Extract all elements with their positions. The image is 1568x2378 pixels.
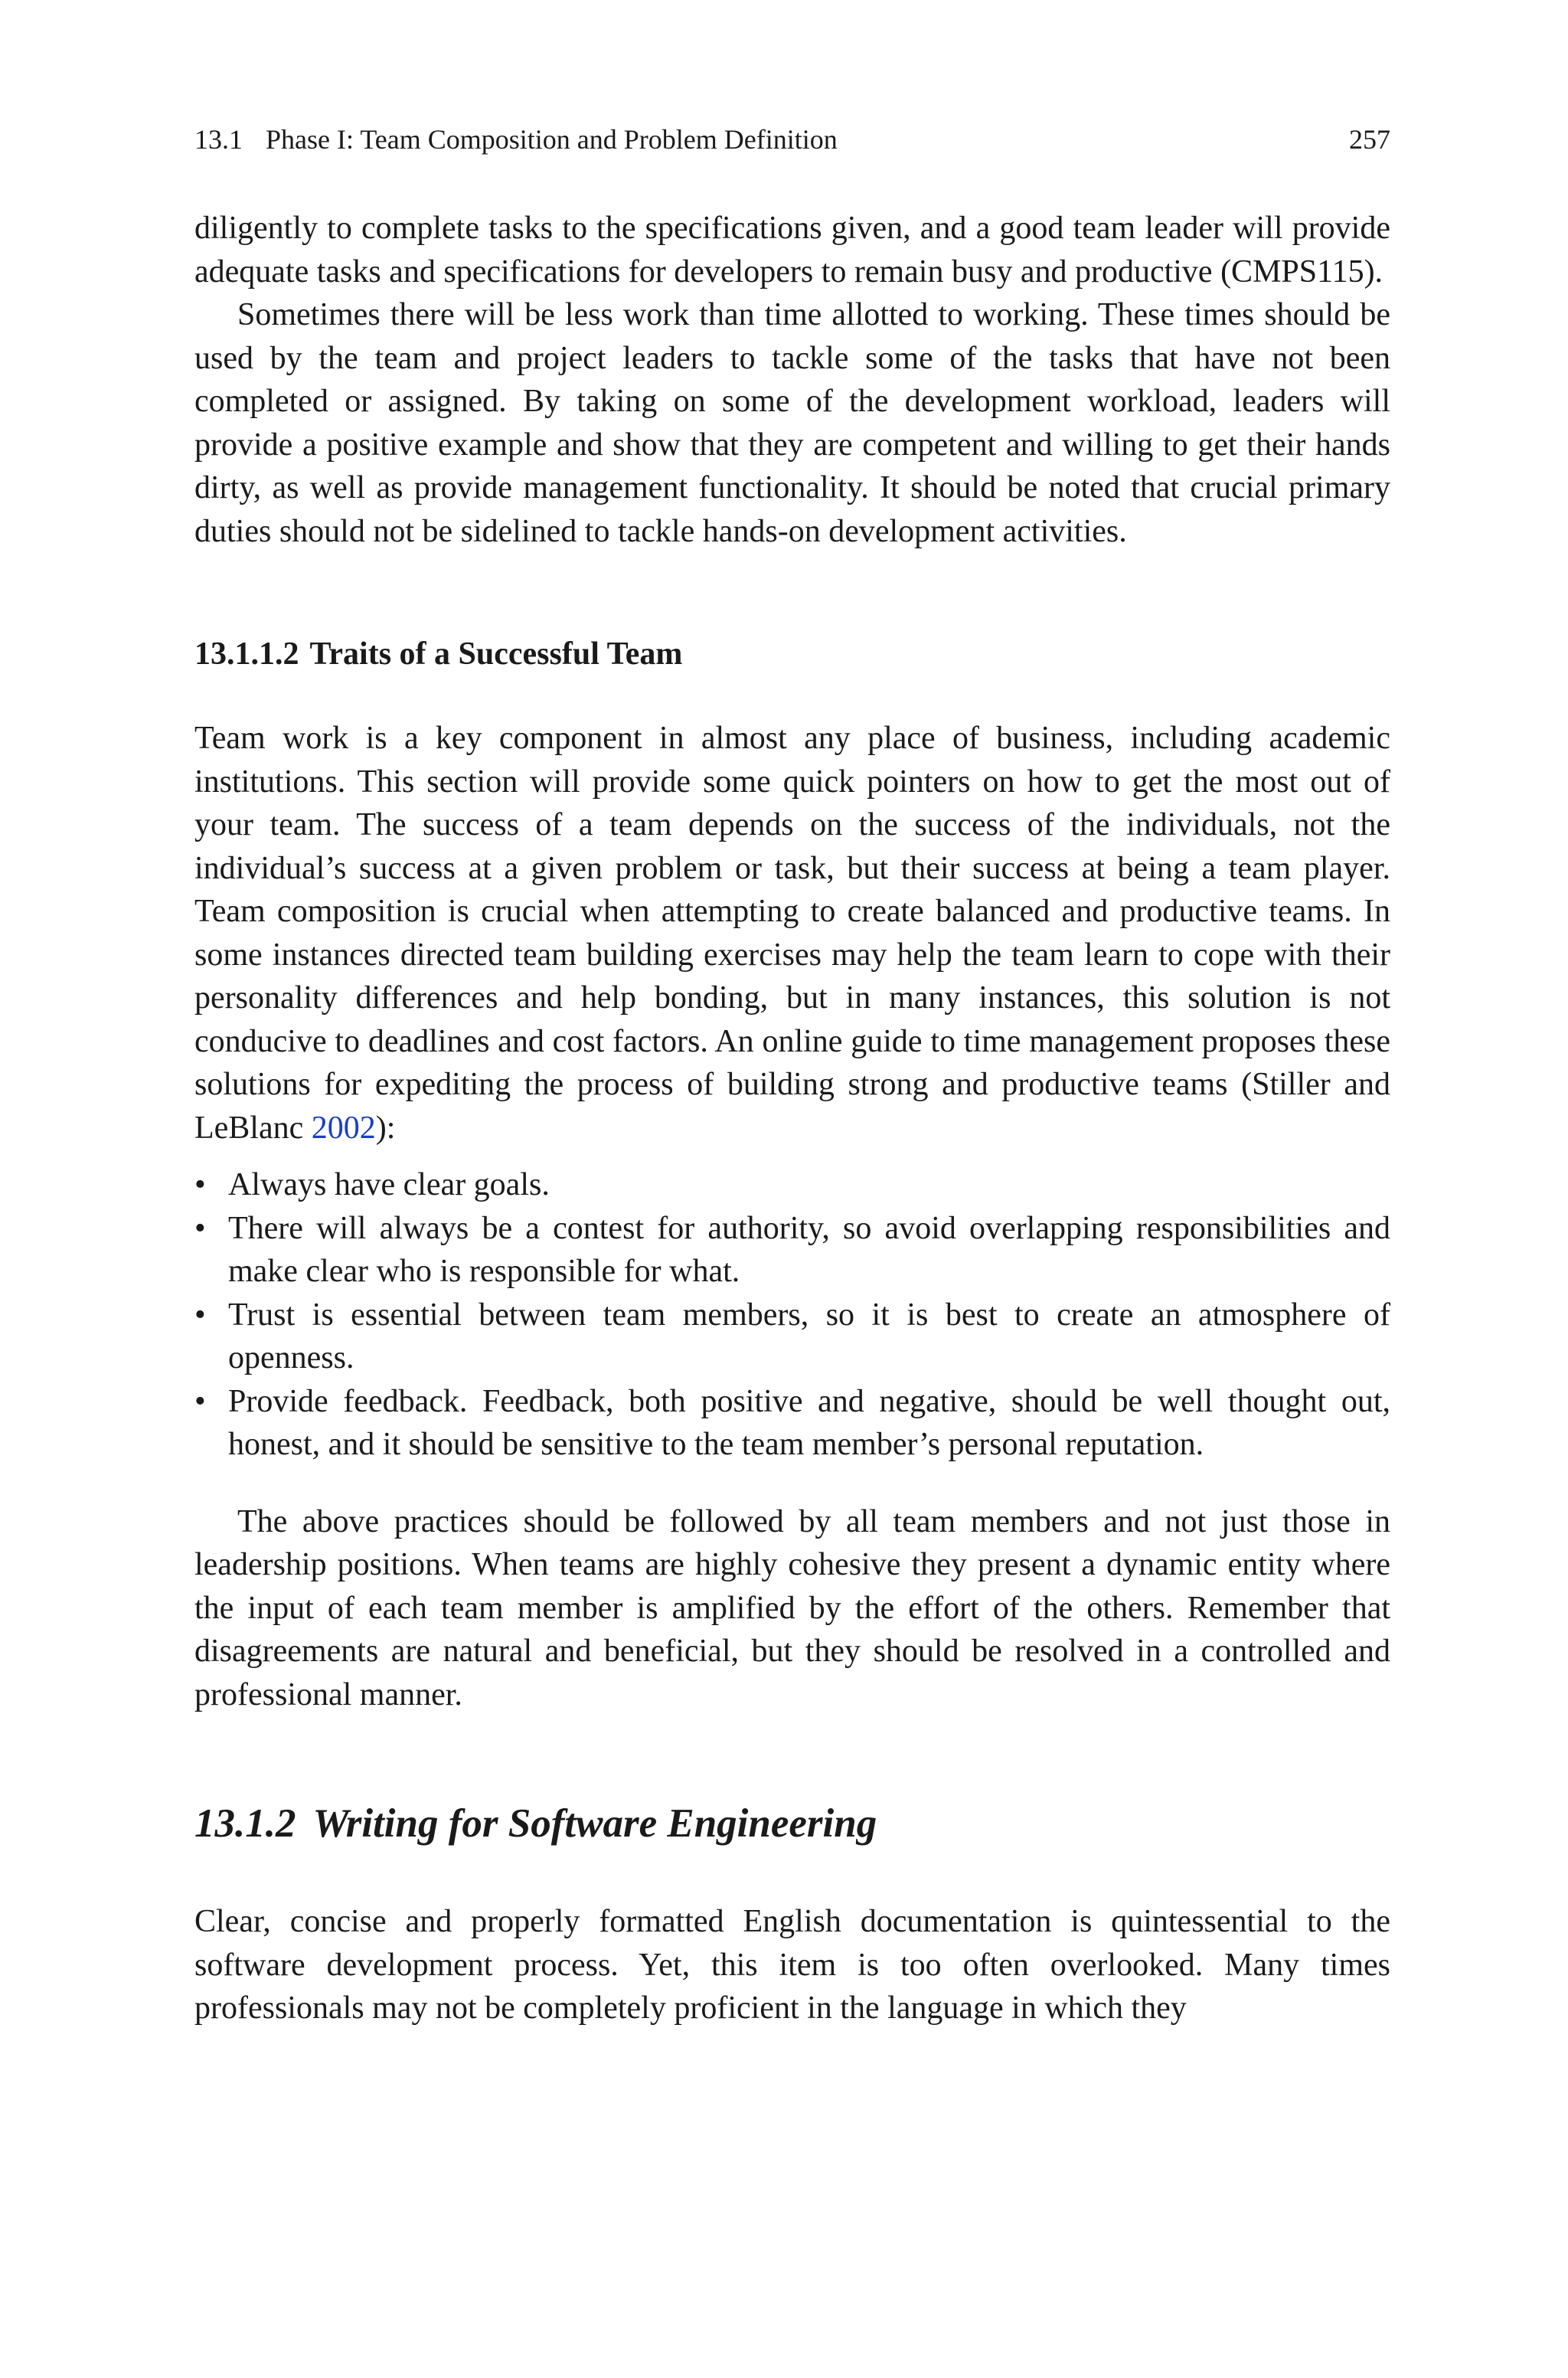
paragraph-practices: The above practices should be followed by all team members and not just those in leadership positions. When teams are highly cohesive they present a dynamic entity where the input of each team member is amplified by the effort of the others. Remember that disagreements are natural and beneficial, but they should be resolved in a controlled and professional manner. [194,1503,1390,1712]
list-item-text: Provide feedback. Feedback, both positive and negative, should be well thought out, honest, and it should be sensitive to the team member’s personal reputation. [228,1383,1390,1462]
bullet-icon: • [194,1210,206,1246]
list-item-text: Trust is essential between team members, so it is best to create an atmosphere of openness. [228,1297,1390,1375]
heading-title: Traits of a Successful Team [309,636,683,672]
running-head-section [194,123,838,156]
subsubsection-heading [194,633,1390,675]
paragraph-leaders: Sometimes there will be less work than time allotted to working. These times should be used by the team and project leaders to tackle some of the tasks that have not been completed or assigned. By taking on some of the development workload, leaders will provide a positive example and show that they are competent and willing to get their hands dirty, as well as provide management functionality. It should be noted that crucial primary duties should not be sidelined to tackle hands-on development activities. [194,297,1390,549]
paragraph-text: Team work is a key component in almost any place of business, including academic institutions. This section will provide some quick pointers on how to get the most out of your team. The success of a team depends on the success of the individuals, not the individual’s success at a given problem or task, but their success at being a team player. Team composition is crucial when attempting to create balanced and productive teams. In some instances directed team building exercises may help the team learn to cope with their personality differences and help bonding, but in many instances, this solution is not conducive to deadlines and cost factors. An online guide to time management proposes these solutions for expediting the process of building strong and productive teams (Stiller and LeBlanc [194,721,1390,1146]
list-item [194,1207,1390,1294]
running-head [194,123,1390,165]
citation-link[interactable]: 2002 [311,1110,376,1146]
list-item [194,1163,1390,1207]
list-item [194,1294,1390,1380]
heading-number: 13.1.2 [194,1801,296,1846]
paragraph-continued: diligently to complete tasks to the specifications given, and a good team leader will provide adequate tasks and specifications for developers to remain busy and productive (CMPS115). [194,211,1390,289]
list-item-text: Always have clear goals. [228,1167,550,1202]
bullet-icon: • [194,1167,206,1202]
paragraph-text-end: ): [375,1110,396,1146]
bullet-list [194,1163,1390,1467]
bullet-icon: • [194,1383,206,1419]
section-title: Phase I: Team Composition and Problem Definition [266,124,838,155]
heading-number: 13.1.1.2 [194,636,299,672]
section-number: 13.1 [194,124,243,155]
list-item [194,1380,1390,1467]
book-page [194,123,1390,2030]
page-number: 257 [1349,124,1390,155]
bullet-icon: • [194,1297,206,1333]
paragraph-documentation: Clear, concise and properly formatted English documentation is quintessential to the software development process. Yet, this item is too often overlooked. Many times professionals may not be completely proficient in the language in which they [194,1904,1390,2026]
list-item-text: There will always be a contest for authority, so avoid overlapping responsibilities and make clear who is responsible for what. [228,1210,1390,1289]
paragraph-teamwork [194,717,1390,1150]
subsection-heading [194,1799,1390,1848]
heading-title: Writing for Software Engineering [312,1801,877,1846]
